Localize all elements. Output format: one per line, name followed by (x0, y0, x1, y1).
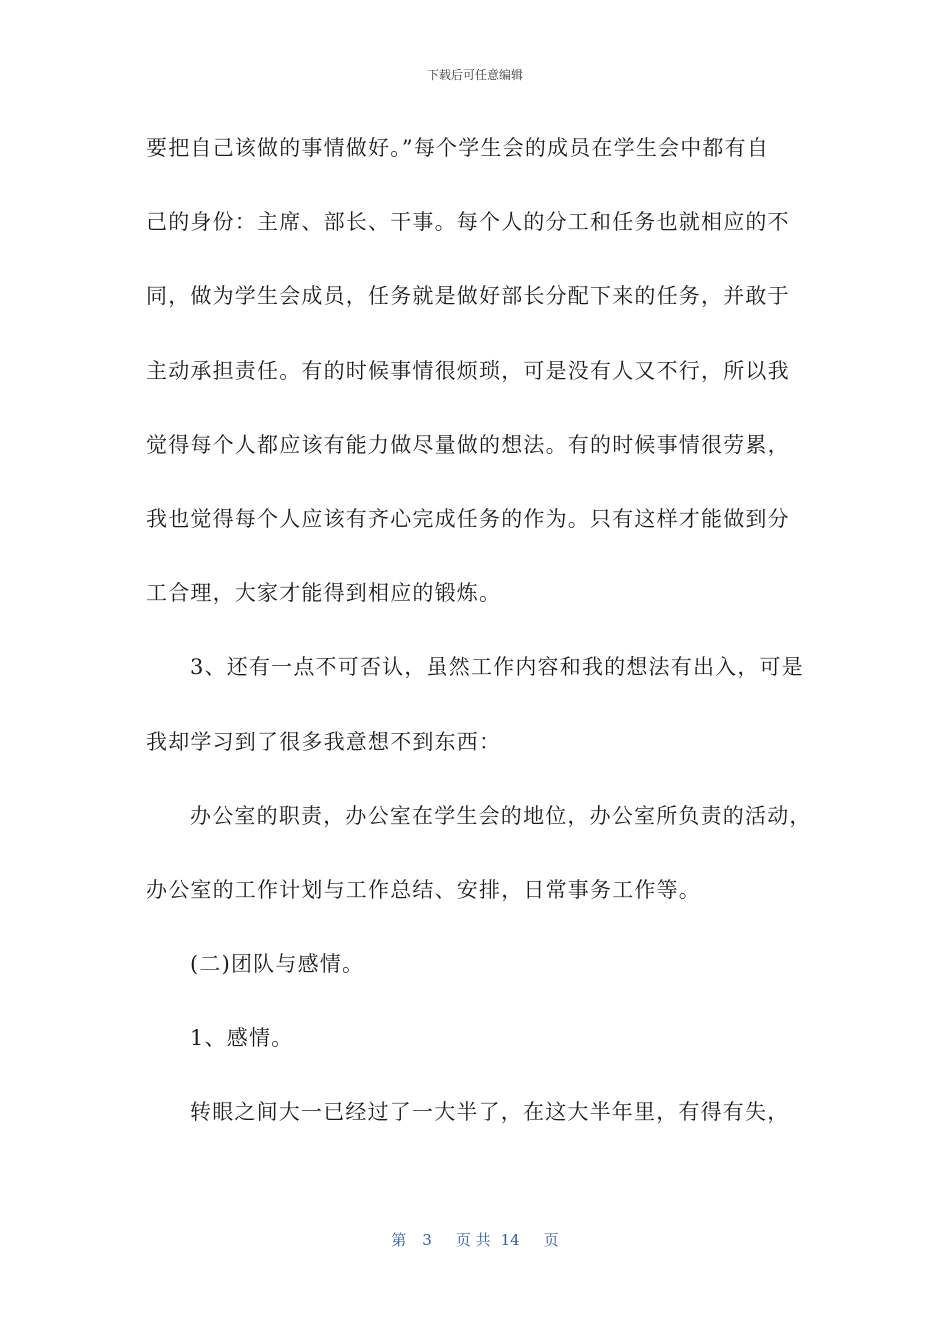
body-line: 同，做为学生会成员，任务就是做好部长分配下来的任务，并敢于 (146, 284, 790, 309)
body-line: 3、还有一点不可否认，虽然工作内容和我的想法有出入，可是 (190, 655, 804, 680)
document-body (146, 128, 812, 1167)
footer-middle: 页 共 (455, 1231, 491, 1249)
body-line: 觉得每个人都应该有能力做尽量做的想法。有的时候事情很劳累， (146, 432, 790, 457)
body-line: 转眼之间大一已经过了一大半了，在这大半年里，有得有失， (190, 1100, 790, 1125)
footer-prefix: 第 (391, 1231, 407, 1249)
body-line: 办公室的工作计划与工作总结、安排，日常事务工作等。 (146, 877, 701, 902)
body-line: 我也觉得每个人应该有齐心完成任务的作为。只有这样才能做到分 (146, 506, 790, 531)
page-footer (0, 1229, 950, 1250)
total-pages-number: 14 (500, 1231, 520, 1249)
section-heading: (二)团队与感情。 (190, 952, 365, 977)
subsection-heading: 1、感情。 (190, 1026, 294, 1051)
page-header: 下载后可任意编辑 (426, 68, 523, 82)
body-line: 己的身份：主席、部长、干事。每个人的分工和任务也就相应的不 (146, 210, 790, 235)
body-line: 我却学习到了很多我意想不到东西： (146, 729, 502, 754)
current-page-number: 3 (422, 1231, 432, 1249)
body-line: 要把自己该做的事情做好。”每个学生会的成员在学生会中都有自 (146, 136, 770, 160)
footer-suffix: 页 (543, 1231, 559, 1249)
body-line: 主动承担责任。有的时候事情很烦琐，可是没有人又不行，所以我 (146, 358, 790, 383)
body-line: 工合理，大家才能得到相应的锻炼。 (146, 581, 502, 606)
body-line: 办公室的职责，办公室在学生会的地位，办公室所负责的活动， (190, 803, 812, 828)
